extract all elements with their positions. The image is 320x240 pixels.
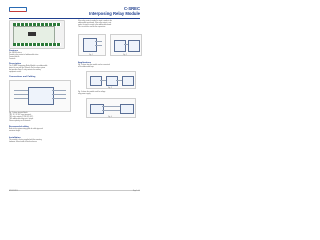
terminal-strip-bottom <box>13 43 61 46</box>
list-item: Provides relay contact of addressable status <box>9 55 39 57</box>
connections-heading: Connections and Cabling <box>9 76 36 78</box>
model-number: C-SREC <box>123 6 140 11</box>
list-item: Terminals <box>9 59 16 61</box>
product-photo <box>9 20 65 49</box>
brand-logo-icon <box>9 7 27 12</box>
connections-body: Fig. 1 shows terminal labels. TB1: 12 / 24 VDC input terminals. TB2: relay contacts (COM, NO, NC). TB3: addressable loop input / output. Observe polarity on all terminals. <box>9 113 34 123</box>
chip-icon <box>28 32 36 36</box>
footer-divider <box>9 190 140 191</box>
installation-heading: Installation <box>9 137 21 139</box>
figure-3 <box>86 71 136 89</box>
product-title: Interposing Relay Module <box>89 11 140 16</box>
footer-document-number: A6V10241114 <box>9 191 18 192</box>
figure-2 <box>110 34 142 56</box>
figure-1-caption: Fig. 1 <box>89 55 93 56</box>
intro-paragraph: If the relay contact is made the input is made to the addressable input board. If the relay contact is not made, the input is made to the addressable board. This can also be used for the supervision. <box>78 21 112 29</box>
list-item: Terminal blocks <box>9 57 20 59</box>
figure-4-caption: Fig. 4 <box>108 117 112 118</box>
footer-page-number: Page 1 of 4 <box>132 191 140 192</box>
figure-1 <box>78 34 106 56</box>
list-item: Fits SR-300 device <box>9 53 22 54</box>
figure-3-caption: Fig. 3 <box>108 88 112 89</box>
features-list <box>9 53 71 61</box>
applications-body: Fig. 3 shows how the module can be connected to the addressable loop. <box>78 65 110 69</box>
figure-4 <box>86 98 136 118</box>
document-title-block <box>89 6 140 16</box>
recommended-cabling-heading: Recommended cabling <box>9 126 29 128</box>
applications-heading: Applications <box>78 62 92 64</box>
installation-body: This module is factory supplied with the mounting hardware. Mount inside a listed enclosure. <box>9 140 42 144</box>
document-page <box>0 0 149 198</box>
connection-diagram <box>9 80 71 112</box>
figure-2-caption: Fig. 2 <box>123 55 127 56</box>
header-divider <box>9 18 140 19</box>
description-body: The C-SREC Interposing Relay Module is an addressable device for use with the Cerberus Pro fire alarm system that provides Form-C relay contacts for auxiliary equipment control. <box>9 66 48 74</box>
recommended-cabling-body: Refer to the system wiring guide for cable type and maximum length. <box>9 129 43 133</box>
features-heading: Features <box>9 50 19 52</box>
description-heading: Description <box>9 63 22 65</box>
applications-body-2: Fig. 4 shows the module used for voltage relay power supply. <box>78 92 106 96</box>
